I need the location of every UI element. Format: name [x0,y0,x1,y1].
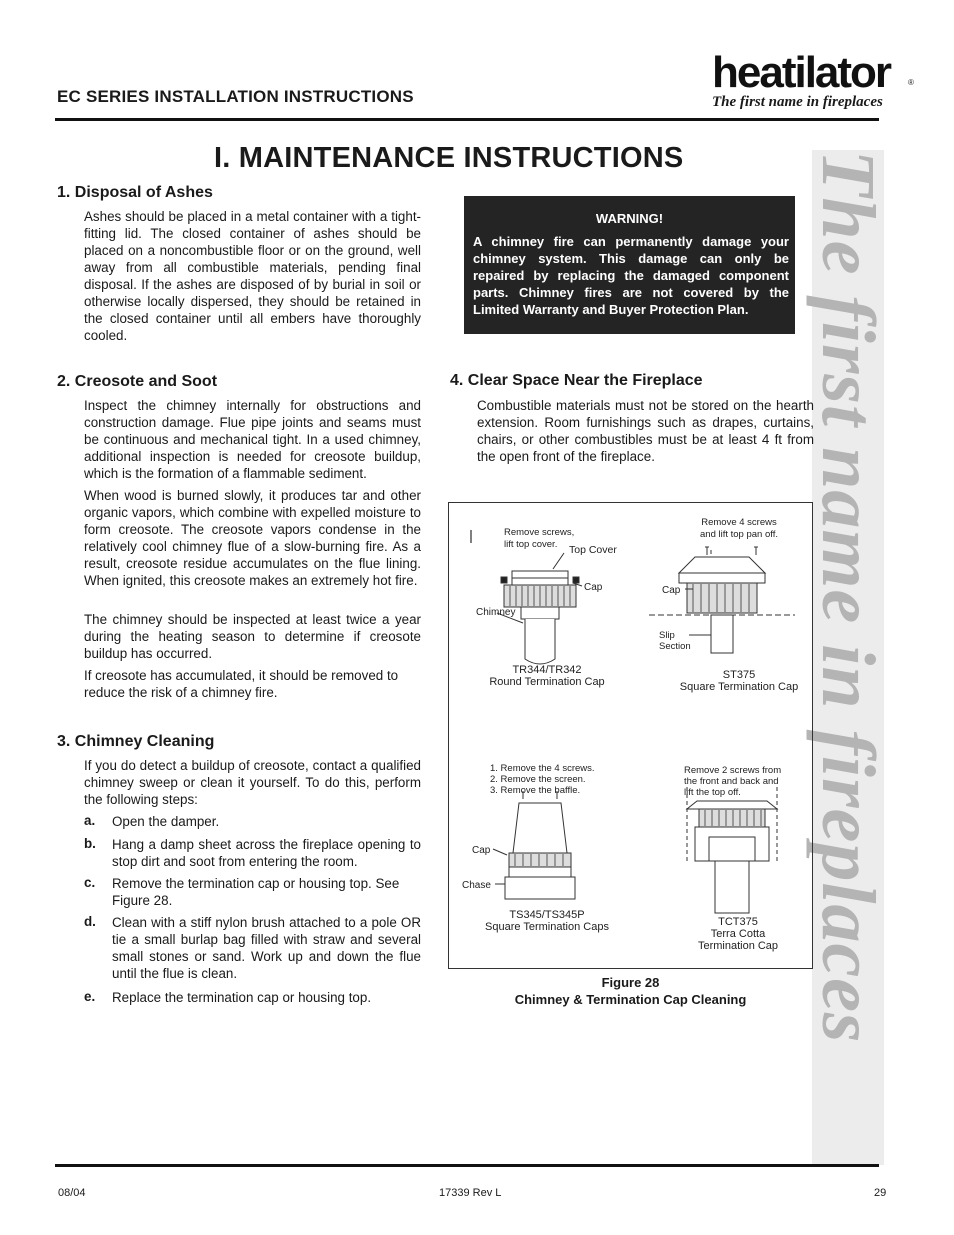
step-text: Hang a damp sheet across the fireplace opening to stop dirt and soot from entering the room. [112,837,421,869]
footer-date: 08/04 [58,1187,86,1199]
section-text-ashes: Ashes should be placed in a metal container with a tight-fitting lid. The closed container of ashes should be placed on a noncombustible floor or on the ground, well away from all combustible materials, pending final disposal. If the ashes are disposed of by burial in soil or otherwise locally dispersed, they should be retained in the closed container until all embers have thoroughly cooled. [84,209,421,343]
st375-note-2: and lift top pan off. [700,529,778,540]
step-text: Replace the termination cap or housing top. [112,990,372,1005]
step-label: c. [84,875,96,890]
st375-slip-label-2: Section [659,641,691,652]
tct375-description: Termination Cap [697,940,779,952]
step-text: Remove the termination cap or housing top. See Figure 28. [112,876,400,908]
tr344-note-1: Remove screws, [504,527,575,538]
tct375-note-3: lift the top off. [684,787,741,798]
ts345-cap-label: Cap [472,845,491,856]
tr344-round-cap-drawing [471,530,579,664]
tr344-top-cover-label: Top Cover [569,544,617,556]
st375-description: Square Termination Cap [679,681,799,693]
ts345-step-2: 2. Remove the screen. [490,774,586,785]
tct375-model: TCT375 [718,916,758,928]
ts345-model: TS345/TS345P [509,909,585,921]
creosote-paragraph-1: Inspect the chimney internally for obstructions and construction damage. Flue pipe joints and seams must be continuous and mechanical tight. In a used chimney, additional inspection is needed for creosote buildup, which is the formation of a flammable sediment. [84,398,421,481]
tr344-cap-label: Cap [584,582,603,593]
section-heading-cleaning: 3. Chimney Cleaning [57,733,215,750]
st375-slip-label-1: Slip [659,630,675,641]
footer-doc-number: 17339 Rev L [439,1187,502,1199]
tct375-note-2: the front and back and [684,776,779,787]
tr344-chimney-label: Chimney [476,607,516,618]
st375-cap-label: Cap [662,585,681,596]
ts345-description: Square Termination Caps [485,921,609,933]
page-title: I. MAINTENANCE INSTRUCTIONS [214,142,684,174]
tr344-model: TR344/TR342 [512,664,582,676]
figure-caption-number: Figure 28 [601,975,660,990]
st375-model: ST375 [722,669,756,681]
step-label: a. [84,813,96,828]
section-heading-clearspace: 4. Clear Space Near the Fireplace [450,372,703,389]
tct375-note-1: Remove 2 screws from [684,765,782,776]
st375-note-1: Remove 4 screws [701,517,777,528]
figure-caption-title: Chimney & Termination Cap Cleaning [514,992,747,1007]
section-heading-creosote: 2. Creosote and Soot [57,373,218,390]
creosote-paragraph-3: The chimney should be inspected at least twice a year during the heating season to determine if creosote buildup has occurred. [84,612,421,661]
sidebar-watermark [806,150,890,1165]
sidebar-watermark-text: The first name in fireplaces [806,150,890,1044]
step-label: e. [84,989,96,1004]
ts345-chase-label: Chase [462,880,491,891]
tct375-terra-cotta-drawing [687,787,777,913]
ts345-step-3: 3. Remove the baffle. [490,785,581,796]
termination-cap-diagrams [449,503,812,968]
section-text-clearspace: Combustible materials must not be stored on the hearth extension. Room furnishings such as drapes, curtains, chairs, or other combustibles must be at least 4 ft from the open front of the fireplace. [477,398,814,464]
ts345-square-cap-drawing [505,791,575,899]
footer-page-number: 29 [874,1187,887,1199]
step-text: Clean with a stiff nylon brush attached to a pole OR tie a small burlap bag filled with straw and several small stones or sand. Work up and down the flue until the flue is clean. [112,915,421,981]
brand-tagline: The first name in fireplaces [712,94,883,110]
tr344-description: Round Termination Cap [489,676,605,688]
warning-box [464,196,795,334]
warning-text: A chimney fire can permanently damage your chimney system. This damage can only be repaired by replacing the damaged component parts. Chimney fires are not covered by the Limited Warranty and Buyer Protection Plan. [473,234,789,317]
creosote-paragraph-2: When wood is burned slowly, it produces tar and other organic vapors, which combine with expelled moisture to form creosote. The creosote vapors condense in the relatively cool chimney flue of a slow-burning fire. As a result, creosote residue accumulates on the flue lining. When ignited, this creosote makes an extremely hot fire. [84,488,421,588]
creosote-paragraph-4: If creosote has accumulated, it should be removed to reduce the risk of a chimney fire. [84,668,399,700]
brand-logo: heatilator [712,48,891,97]
tr344-note-2: lift top cover. [504,539,558,550]
tct375-material: Terra Cotta [710,928,766,940]
step-text: Open the damper. [112,814,220,829]
warning-title: WARNING! [595,211,664,226]
series-title: EC SERIES INSTALLATION INSTRUCTIONS [57,87,414,106]
section-heading-ashes: 1. Disposal of Ashes [57,184,213,201]
step-label: d. [84,914,96,929]
footer-rule [55,1164,879,1167]
figure-28 [448,502,813,969]
cleaning-intro: If you do detect a buildup of creosote, contact a qualified chimney sweep or clean it yourself. To do this, perform the following steps: [84,758,421,807]
header-rule [55,118,879,121]
registered-mark: ® [908,78,914,87]
ts345-step-1: 1. Remove the 4 screws. [490,763,595,774]
step-label: b. [84,836,96,851]
